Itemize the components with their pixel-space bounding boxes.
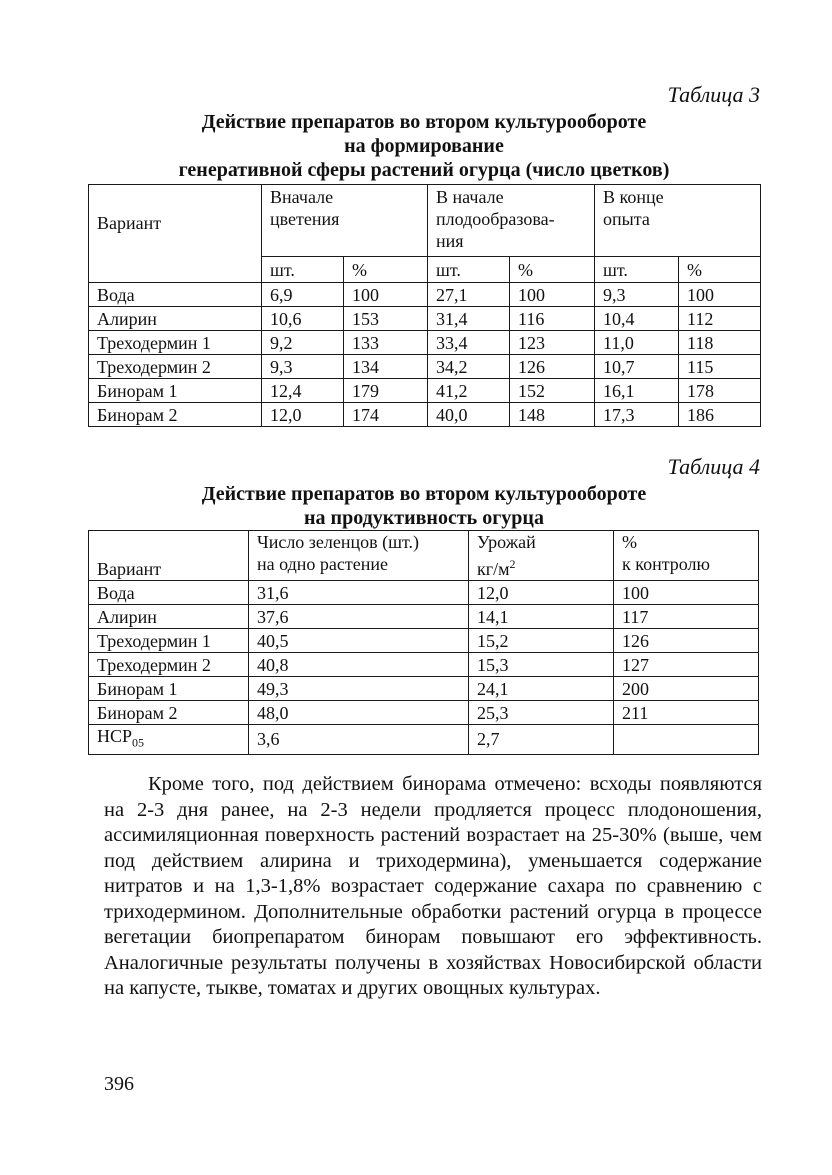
table4-cell-yield: 2,7 <box>469 725 614 755</box>
table3-row <box>89 379 761 403</box>
table4-header-yield-line1: Урожай <box>477 532 536 552</box>
table3-cell: 116 <box>510 307 595 331</box>
table3-row <box>89 331 761 355</box>
table4-cell-yield: 12,0 <box>469 581 614 605</box>
table3-header-group1-line2: цветения <box>270 209 340 229</box>
table3-cell: 148 <box>510 403 595 427</box>
table3-caption-line3: генеративной сферы растений огурца (число цветков) <box>178 159 670 181</box>
table3-cell: 100 <box>344 283 428 307</box>
table4-header-variant <box>89 531 249 581</box>
table4-cell-variant: Бинорам 2 <box>89 701 249 725</box>
table3-unit: шт. <box>595 257 679 283</box>
table4-header-pct-line2: к контролю <box>622 554 710 574</box>
table3-caption <box>88 110 760 182</box>
table3-cell: 10,4 <box>595 307 679 331</box>
table4-row <box>89 677 759 701</box>
table4-cell-pct <box>614 725 759 755</box>
table3-unit: % <box>510 257 595 283</box>
table3-cell: 17,3 <box>595 403 679 427</box>
table3-unit: % <box>344 257 428 283</box>
table3-cell-variant: Вода <box>89 283 262 307</box>
table3-cell: 40,0 <box>428 403 510 427</box>
table3-cell: 123 <box>510 331 595 355</box>
table4 <box>88 530 759 755</box>
table3-cell: 153 <box>344 307 428 331</box>
table3-cell: 133 <box>344 331 428 355</box>
table3-cell: 179 <box>344 379 428 403</box>
table4-header-yield-line2 <box>477 553 613 580</box>
table4-label: Таблица 4 <box>667 454 760 479</box>
table4-hsr-sub: 05 <box>132 735 145 750</box>
table3-label: Таблица 3 <box>667 82 760 107</box>
table3-cell-variant: Треходермин 2 <box>89 355 262 379</box>
table3-cell: 11,0 <box>595 331 679 355</box>
table3-cell: 174 <box>344 403 428 427</box>
table3-caption-line2: на формирование <box>344 135 504 157</box>
table4-header-pct <box>614 531 759 581</box>
table3-cell: 34,2 <box>428 355 510 379</box>
table4-caption-line1: Действие препаратов во втором культурообороте <box>201 483 647 505</box>
table3-cell: 100 <box>510 283 595 307</box>
table4-cell-variant: Треходермин 2 <box>89 653 249 677</box>
table3-row <box>89 283 761 307</box>
table3-header-variant-text: Вариант <box>97 212 162 233</box>
table3 <box>88 184 761 427</box>
table4-cell-pct: 126 <box>614 629 759 653</box>
table3-cell: 10,6 <box>262 307 344 331</box>
table4-cell-pct: 100 <box>614 581 759 605</box>
table4-header-fruits-line2: на одно растение <box>257 554 388 574</box>
table4-cell-fruits: 37,6 <box>249 605 469 629</box>
table3-cell: 16,1 <box>595 379 679 403</box>
table3-cell: 31,4 <box>428 307 510 331</box>
table4-hsr-label: НСР <box>97 726 133 746</box>
table3-cell: 33,4 <box>428 331 510 355</box>
table4-caption-line2: на продуктивность огурца <box>304 507 544 529</box>
table4-cell-fruits: 40,5 <box>249 629 469 653</box>
table4-cell-fruits: 49,3 <box>249 677 469 701</box>
table3-cell: 10,7 <box>595 355 679 379</box>
table4-cell-yield: 25,3 <box>469 701 614 725</box>
table3-cell: 9,2 <box>262 331 344 355</box>
table3-cell: 12,4 <box>262 379 344 403</box>
table4-row <box>89 629 759 653</box>
table3-cell: 41,2 <box>428 379 510 403</box>
table4-cell-yield: 24,1 <box>469 677 614 701</box>
table4-cell-variant: Алирин <box>89 605 249 629</box>
table3-cell: 27,1 <box>428 283 510 307</box>
table3-cell: 100 <box>679 283 761 307</box>
table3-header-group1 <box>262 185 428 257</box>
table4-header-pct-line1: % <box>622 532 637 552</box>
table4-row <box>89 701 759 725</box>
table3-header-group1-line1: Вначале <box>270 187 334 207</box>
table3-header-row <box>89 185 761 257</box>
table4-cell-yield: 15,3 <box>469 653 614 677</box>
page-number: 396 <box>104 1073 134 1095</box>
table3-unit: шт. <box>262 257 344 283</box>
table4-cell-fruits: 40,8 <box>249 653 469 677</box>
table3-cell: 12,0 <box>262 403 344 427</box>
table3-cell-variant: Алирин <box>89 307 262 331</box>
table3-cell: 9,3 <box>595 283 679 307</box>
table4-row <box>89 581 759 605</box>
table3-cell: 152 <box>510 379 595 403</box>
table4-cell-fruits: 3,6 <box>249 725 469 755</box>
table3-unit: шт. <box>428 257 510 283</box>
table4-header-fruits <box>249 531 469 581</box>
table4-cell-pct: 211 <box>614 701 759 725</box>
table4-cell-pct: 200 <box>614 677 759 701</box>
table3-header-group2 <box>428 185 595 257</box>
table4-cell-variant: Бинорам 1 <box>89 677 249 701</box>
table3-row <box>89 307 761 331</box>
table3-cell: 118 <box>679 331 761 355</box>
table3-cell: 178 <box>679 379 761 403</box>
table3-header-variant <box>89 185 262 283</box>
table4-header-yield-unit: кг/м <box>477 559 510 579</box>
table4-cell-yield: 14,1 <box>469 605 614 629</box>
table4-cell-yield: 15,2 <box>469 629 614 653</box>
table3-cell: 112 <box>679 307 761 331</box>
table4-header-yield-sup: 2 <box>509 557 516 571</box>
table3-cell: 9,3 <box>262 355 344 379</box>
table3-header-group2-line2: плодообразова- <box>436 209 555 229</box>
table4-cell-fruits: 31,6 <box>249 581 469 605</box>
table3-header-group3 <box>595 185 761 257</box>
table3-cell: 115 <box>679 355 761 379</box>
table4-caption <box>88 482 760 530</box>
table4-header-row <box>89 531 759 581</box>
table3-cell-variant: Бинорам 2 <box>89 403 262 427</box>
table4-cell-pct: 127 <box>614 653 759 677</box>
table4-cell-hsr-label <box>89 725 249 755</box>
table4-cell-fruits: 48,0 <box>249 701 469 725</box>
table4-cell-pct: 117 <box>614 605 759 629</box>
table4-cell-variant: Вода <box>89 581 249 605</box>
table4-hsr-row <box>89 725 759 755</box>
table3-cell: 126 <box>510 355 595 379</box>
table3-cell: 186 <box>679 403 761 427</box>
table3-cell: 6,9 <box>262 283 344 307</box>
table3-row <box>89 403 761 427</box>
table4-header-variant-text: Вариант <box>97 559 162 579</box>
table3-header-group3-line2: опыта <box>603 209 650 229</box>
table3-cell: 134 <box>344 355 428 379</box>
body-paragraph: Кроме того, под действием бинорама отмечено: всходы появляются на 2-3 дня ранее, на 2-3 недели продляется процесс плодоношения, ассимиляционная поверхность растений возрастает на 25-30% (выше, чем под действием алирина и триходермина), уменьшается содержание нитратов и на 1,3-1,8% возрастает содержание сахара по сравнению с триходермином. Дополнительные обработки растений огурца в процессе вегетации биопрепаратом бинорам повышают его эффективность. Аналогичные результаты получены в хозяйствах Новосибирской области на капусте, тыкве, томатах и других овощных культурах. <box>104 773 762 999</box>
table4-header-fruits-line1: Число зеленцов (шт.) <box>257 532 419 552</box>
table4-cell-variant: Треходермин 1 <box>89 629 249 653</box>
table3-caption-line1: Действие препаратов во втором культурообороте <box>201 111 647 133</box>
table3-row <box>89 355 761 379</box>
table3-header-group3-line1: В конце <box>603 187 664 207</box>
table3-cell-variant: Треходермин 1 <box>89 331 262 355</box>
table3-cell-variant: Бинорам 1 <box>89 379 262 403</box>
table4-row <box>89 653 759 677</box>
table4-header-yield <box>469 531 614 581</box>
table4-row <box>89 605 759 629</box>
table3-header-group2-line3: ния <box>436 231 464 251</box>
table3-header-group2-line1: В начале <box>436 187 504 207</box>
table3-unit: % <box>679 257 761 283</box>
